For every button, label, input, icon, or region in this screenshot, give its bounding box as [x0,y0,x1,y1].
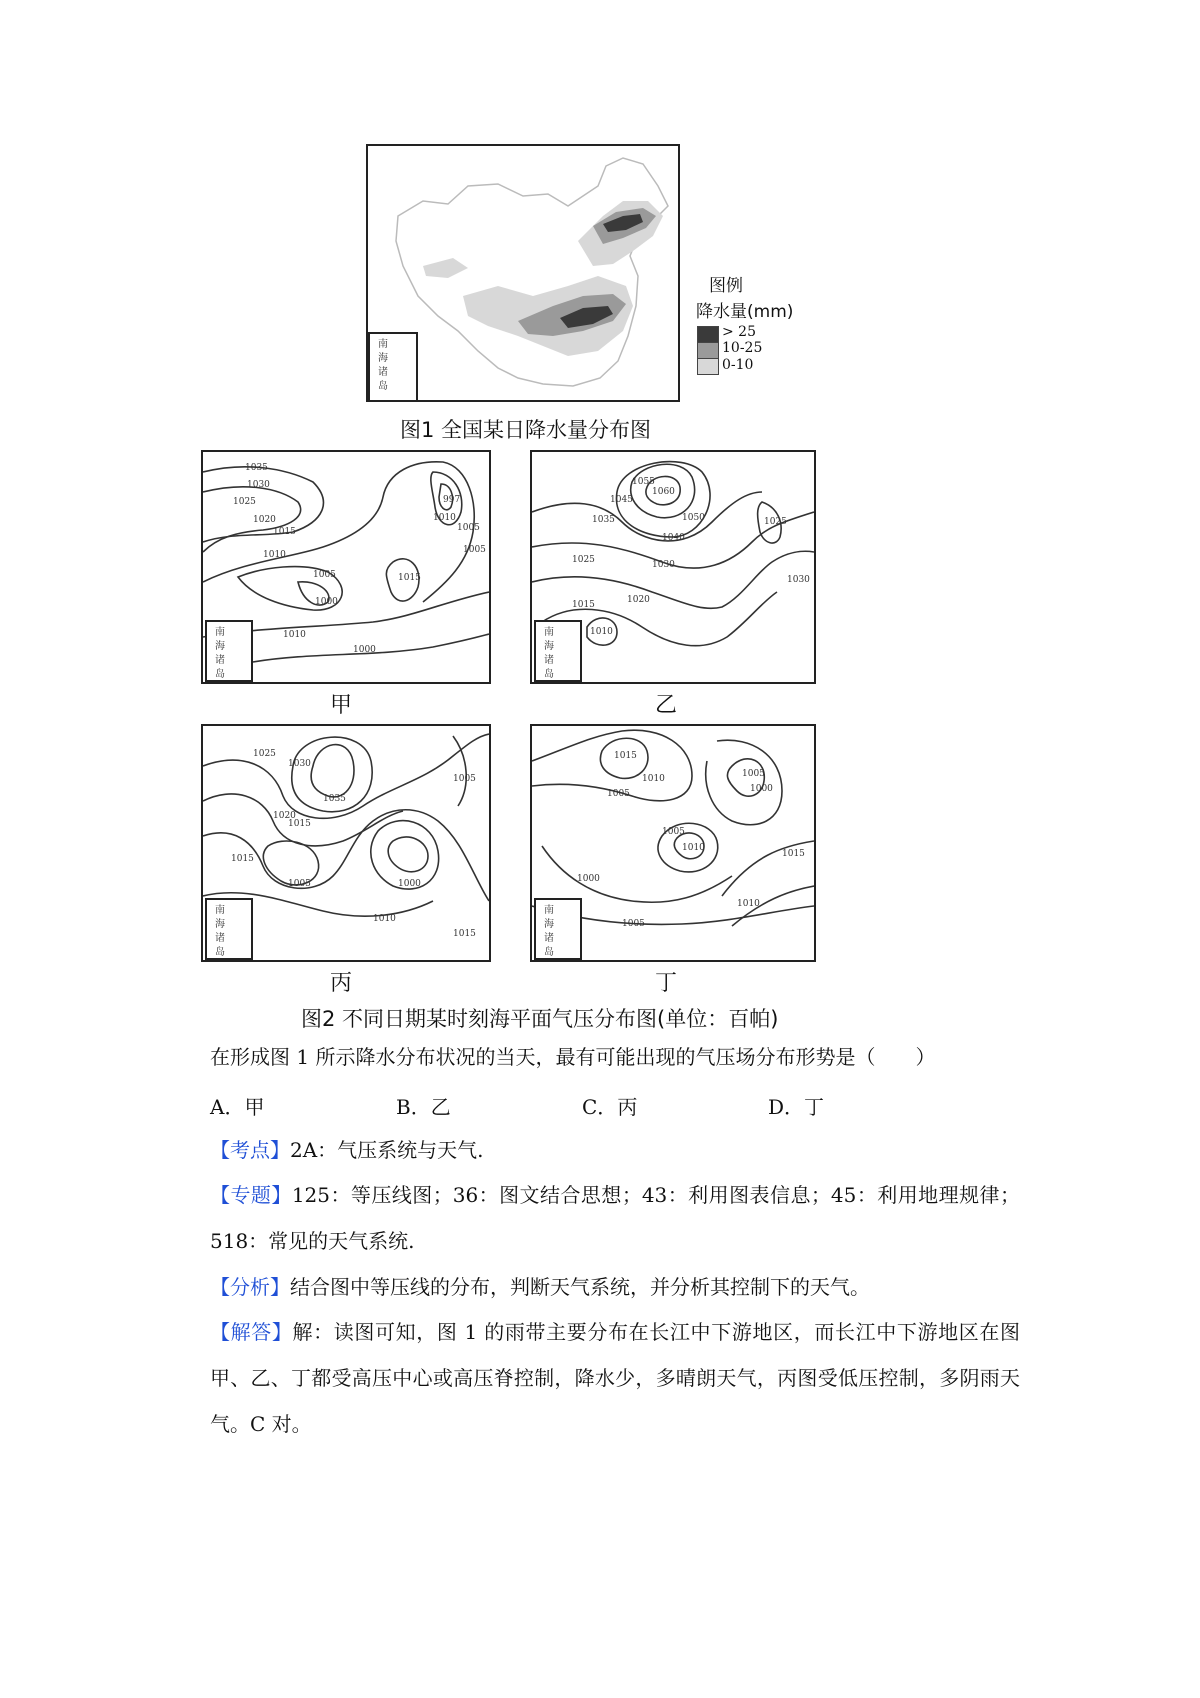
isobar-label: 1060 [652,487,675,497]
isobar-label: 1000 [398,879,421,889]
isobar-label: 1005 [313,570,336,580]
isobar-label: 1005 [463,545,486,555]
zhuanti-text: 125：等压线图；36：图文结合思想；43：利用图表信息；45：利用地理规律；518：常见的天气系统. [210,1183,1020,1253]
isobar-label: 1005 [288,879,311,889]
isobar-label: 1005 [457,523,480,533]
isobar-label: 1030 [787,575,810,585]
isobar-label: 997 [443,495,461,505]
isobar-label: 1015 [273,527,296,537]
isobar-label: 1010 [682,843,705,853]
isobar-label: 1010 [737,899,760,909]
isobar-label: 1015 [453,929,476,939]
legend-swatch-light [697,358,719,375]
legend-label-heavy: > 25 [722,324,756,340]
pressure-map-bing [201,724,491,962]
option-c[interactable] [582,1091,637,1120]
south-china-sea-inset [534,898,582,960]
inset-label: 南海诸岛 [544,905,554,958]
option-a[interactable] [210,1091,264,1120]
isobar-label: 1000 [353,645,376,655]
pressure-map-jia [201,450,491,684]
option-text: 丁 [804,1095,825,1119]
isobar-label: 1015 [572,600,595,610]
option-text: 乙 [430,1095,451,1119]
isobar-label: 1025 [764,517,787,527]
inset-label: 南海诸岛 [215,627,225,680]
isobar-label: 1055 [632,477,655,487]
isobar-label: 1015 [614,751,637,761]
isobar-label: 1000 [750,784,773,794]
isobar-label: 1010 [283,630,306,640]
option-d[interactable] [768,1091,824,1120]
isobar-label: 1005 [453,774,476,784]
isobar-label: 1015 [782,849,805,859]
isobar-label: 1000 [315,597,338,607]
legend-title: 图例 [709,276,743,296]
isobar-label: 1010 [590,627,613,637]
fenxi-tag: 【分析】 [210,1275,290,1299]
pressure-map-yi [530,450,816,684]
isobar-label: 1005 [742,769,765,779]
jieda-tag: 【解答】 [210,1320,293,1344]
precipitation-map [366,144,680,402]
isobar-label: 1025 [233,497,256,507]
kaodian-text: 2A：气压系统与天气. [290,1138,484,1162]
kaodian-section [210,1127,1020,1173]
isobar-label: 1035 [245,463,268,473]
legend-label-medium: 10-25 [722,340,763,356]
jieda-section [210,1309,1020,1447]
panel-label-ding: 丁 [655,971,678,996]
panel-label-bing: 丙 [330,971,353,996]
option-letter: A． [210,1095,245,1119]
isobar-label: 1025 [572,555,595,565]
option-letter: D． [768,1095,805,1119]
isobar-label: 1010 [373,914,396,924]
isobar-label: 1015 [398,573,421,583]
isobar-label: 1050 [682,513,705,523]
legend-subtitle: 降水量(mm) [696,302,794,322]
isobar-label: 1010 [642,774,665,784]
isobar-label: 1030 [288,759,311,769]
inset-label: 南海诸岛 [378,339,388,392]
south-china-sea-inset [205,620,253,682]
isobar-label: 1000 [577,874,600,884]
zhuanti-tag: 【专题】 [210,1183,292,1207]
isobar-label: 1020 [253,515,276,525]
isobar-label: 1045 [610,495,633,505]
isobar-label: 1035 [592,515,615,525]
fenxi-text: 结合图中等压线的分布，判断天气系统，并分析其控制下的天气。 [290,1275,870,1299]
zhuanti-section [210,1172,1020,1264]
kaodian-tag: 【考点】 [210,1138,290,1162]
south-china-sea-inset [534,620,582,682]
isobar-label: 1010 [263,550,286,560]
isobar-label: 1005 [662,827,685,837]
panel-label-yi: 乙 [655,693,678,718]
option-b[interactable] [396,1091,451,1120]
isobar-label: 1035 [323,794,346,804]
isobar-label: 1015 [288,819,311,829]
option-letter: B． [396,1095,431,1119]
isobar-label: 1020 [627,595,650,605]
inset-label: 南海诸岛 [544,627,554,680]
legend-swatch-medium [697,342,719,359]
isobar-label: 1010 [433,513,456,523]
isobar-label: 1015 [231,854,254,864]
south-china-sea-inset [368,332,418,402]
figure2-caption: 图2 不同日期某时刻海平面气压分布图(单位：百帕) [301,1007,779,1031]
isobar-label: 1025 [253,749,276,759]
option-text: 丙 [617,1095,638,1119]
option-text: 甲 [244,1095,265,1119]
isobar-label: 1040 [662,533,685,543]
panel-label-jia: 甲 [330,693,353,718]
legend-swatch-heavy [697,326,719,343]
inset-label: 南海诸岛 [215,905,225,958]
isobar-label: 1005 [607,789,630,799]
fenxi-section [210,1264,1020,1310]
isobar-label: 1005 [622,919,645,929]
isobar-label: 1030 [652,560,675,570]
isobar-label: 1030 [247,480,270,490]
jieda-text: 解：读图可知，图 1 的雨带主要分布在长江中下游地区，而长江中下游地区在图甲、乙、丁都受高压中心或高压脊控制，降水少，多晴朗天气，丙图受低压控制，多阴雨天气。C 对。 [210,1320,1020,1436]
figure1-caption: 图1 全国某日降水量分布图 [400,418,652,442]
question-stem: 在形成图 1 所示降水分布状况的当天，最有可能出现的气压场分布形势是（ ） [210,1045,936,1069]
pressure-map-ding [530,724,816,962]
south-china-sea-inset [205,898,253,960]
legend-label-light: 0-10 [722,357,754,373]
option-letter: C． [582,1095,618,1119]
isobar-label: 1020 [273,811,296,821]
